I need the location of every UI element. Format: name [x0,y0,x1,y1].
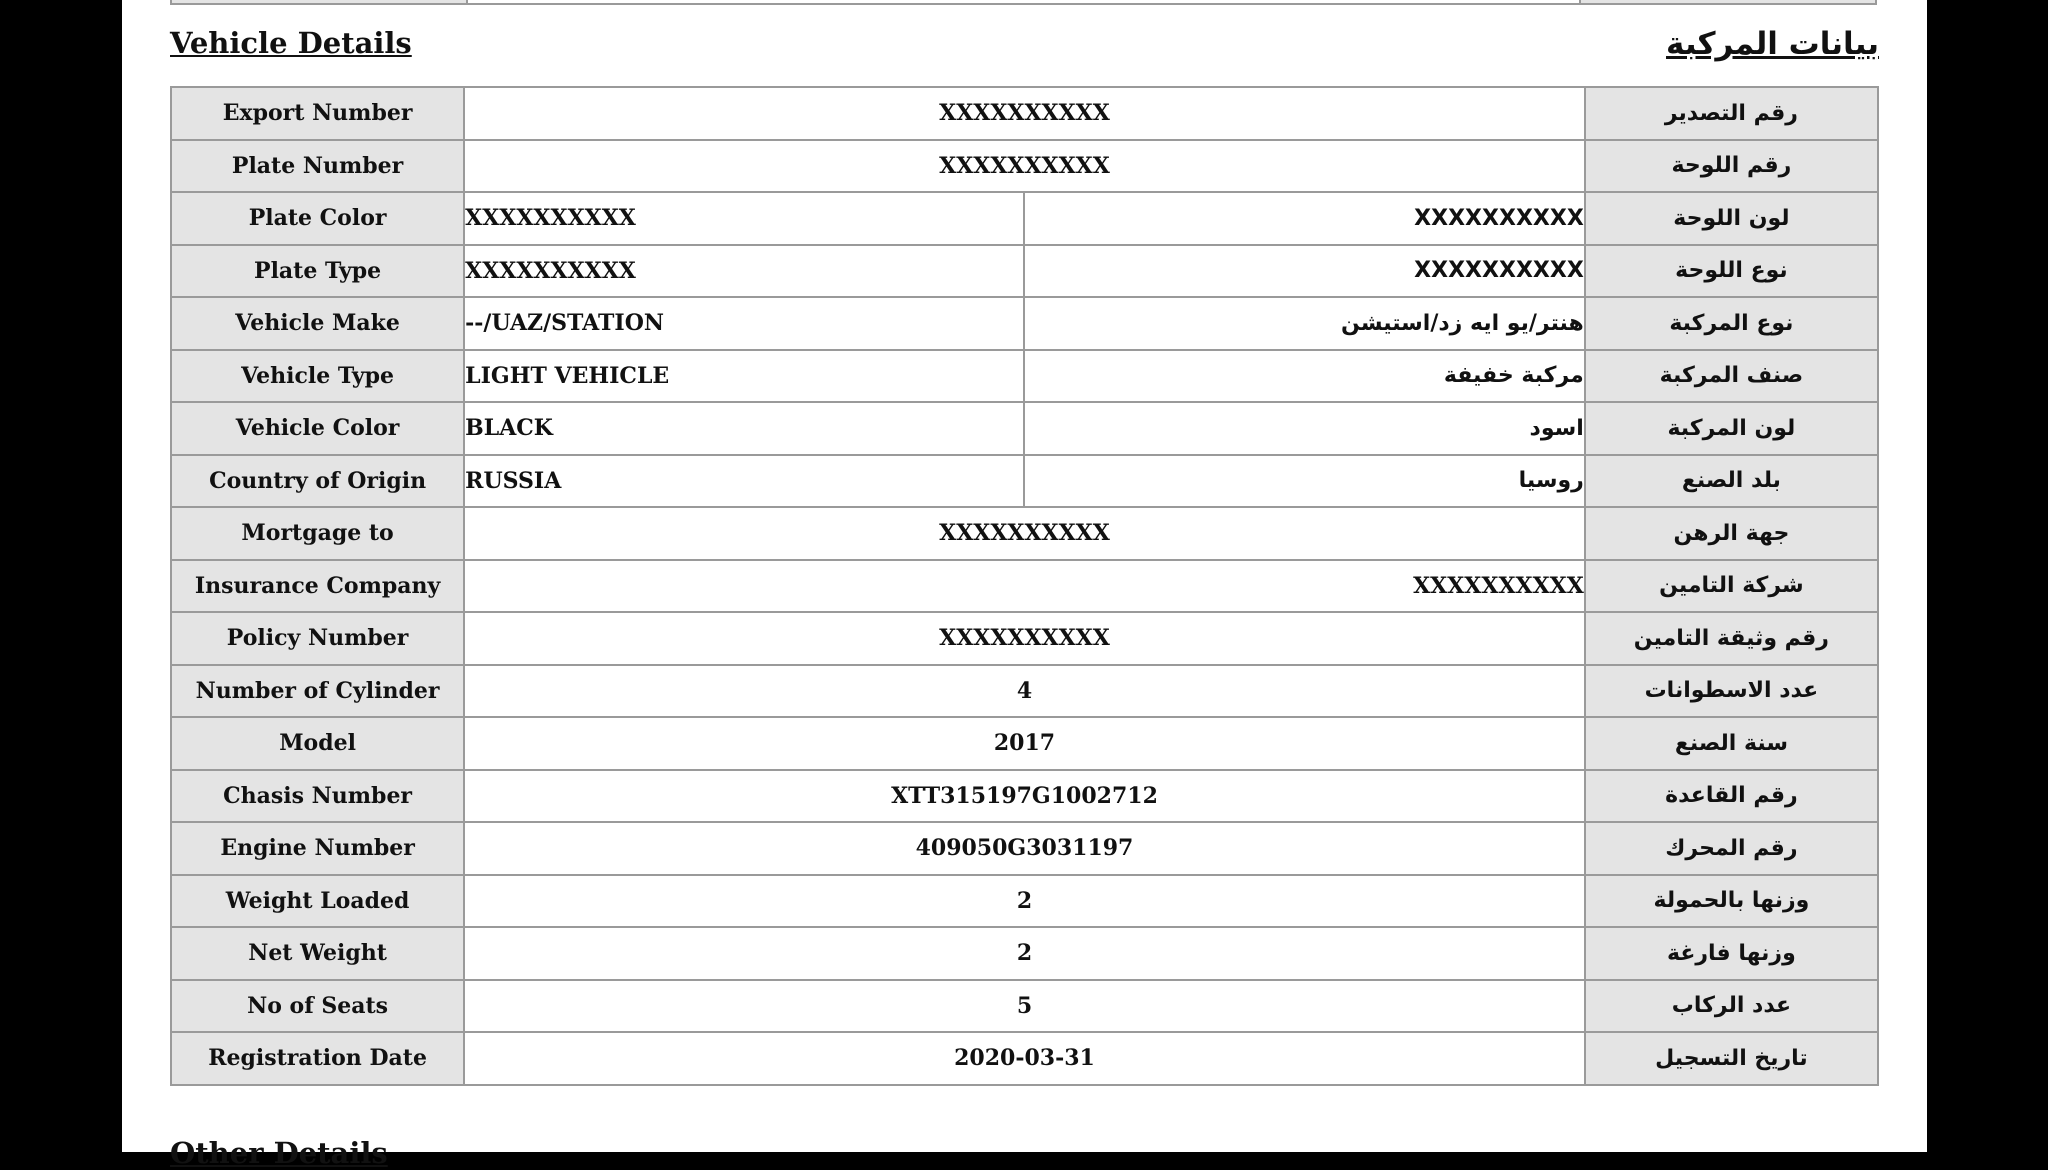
label-vehicle-color-ar: لون المركبة [1585,402,1878,455]
table-row [171,402,1878,455]
previous-table-remnant [170,0,1877,5]
next-section-title-english: Other Details [170,1136,388,1170]
vehicle-details-table [170,86,1879,1086]
value-vehicle-make-en: --/UAZ/STATION [464,297,1024,350]
label-number-of-cylinder: Number of Cylinder [171,665,464,718]
label-export-number-ar: رقم التصدير [1585,87,1878,140]
label-country-of-origin-ar: بلد الصنع [1585,455,1878,508]
label-engine-number: Engine Number [171,822,464,875]
table-row [171,350,1878,403]
value-number-of-cylinder: 4 [464,665,1585,718]
label-net-weight: Net Weight [171,927,464,980]
label-insurance-company-ar: شركة التامين [1585,560,1878,613]
label-number-of-cylinder-ar: عدد الاسطوانات [1585,665,1878,718]
value-mortgage-to: XXXXXXXXXX [464,507,1585,560]
value-vehicle-color-ar: اسود [1024,402,1584,455]
document-page [122,0,1927,1170]
label-chasis-number: Chasis Number [171,770,464,823]
label-weight-loaded-ar: وزنها بالحمولة [1585,875,1878,928]
label-engine-number-ar: رقم المحرك [1585,822,1878,875]
table-row [171,665,1878,718]
value-vehicle-type-en: LIGHT VEHICLE [464,350,1024,403]
value-export-number: XXXXXXXXXX [464,87,1585,140]
value-chasis-number: XTT315197G1002712 [464,770,1585,823]
value-weight-loaded: 2 [464,875,1585,928]
value-no-of-seats: 5 [464,980,1585,1033]
label-vehicle-color: Vehicle Color [171,402,464,455]
value-vehicle-type-ar: مركبة خفيفة [1024,350,1584,403]
value-plate-type-en: XXXXXXXXXX [464,245,1024,298]
section-title-english: Vehicle Details [170,26,412,60]
table-row [171,297,1878,350]
label-vehicle-make: Vehicle Make [171,297,464,350]
label-no-of-seats-ar: عدد الركاب [1585,980,1878,1033]
table-row [171,927,1878,980]
label-model-ar: سنة الصنع [1585,717,1878,770]
value-plate-number: XXXXXXXXXX [464,140,1585,193]
value-model: 2017 [464,717,1585,770]
label-net-weight-ar: وزنها فارغة [1585,927,1878,980]
label-plate-number-ar: رقم اللوحة [1585,140,1878,193]
value-plate-color-ar: XXXXXXXXXX [1024,192,1584,245]
label-insurance-company: Insurance Company [171,560,464,613]
label-policy-number-ar: رقم وثيقة التامين [1585,612,1878,665]
label-vehicle-make-ar: نوع المركبة [1585,297,1878,350]
table-row [171,822,1878,875]
label-plate-type-ar: نوع اللوحة [1585,245,1878,298]
table-row [171,87,1878,140]
label-vehicle-type: Vehicle Type [171,350,464,403]
table-row [171,980,1878,1033]
value-country-of-origin-en: RUSSIA [464,455,1024,508]
value-vehicle-make-ar: هنتر/يو ايه زد/استيشن [1024,297,1584,350]
table-row [171,717,1878,770]
table-row [171,140,1878,193]
table-row [171,770,1878,823]
label-chasis-number-ar: رقم القاعدة [1585,770,1878,823]
table-row [171,192,1878,245]
label-model: Model [171,717,464,770]
value-plate-color-en: XXXXXXXXXX [464,192,1024,245]
table-row [171,245,1878,298]
section-title-arabic: بيانات المركبة [1666,26,1879,62]
value-registration-date: 2020-03-31 [464,1032,1585,1085]
table-row [171,612,1878,665]
value-vehicle-color-en: BLACK [464,402,1024,455]
value-engine-number: 409050G3031197 [464,822,1585,875]
table-row [171,507,1878,560]
label-registration-date: Registration Date [171,1032,464,1085]
label-vehicle-type-ar: صنف المركبة [1585,350,1878,403]
label-plate-color-ar: لون اللوحة [1585,192,1878,245]
label-plate-type: Plate Type [171,245,464,298]
value-insurance-company: XXXXXXXXXX [464,560,1585,613]
value-policy-number: XXXXXXXXXX [464,612,1585,665]
table-row [171,455,1878,508]
label-country-of-origin: Country of Origin [171,455,464,508]
label-weight-loaded: Weight Loaded [171,875,464,928]
label-mortgage-to-ar: جهة الرهن [1585,507,1878,560]
label-no-of-seats: No of Seats [171,980,464,1033]
value-plate-type-ar: XXXXXXXXXX [1024,245,1584,298]
label-plate-number: Plate Number [171,140,464,193]
label-registration-date-ar: تاريخ التسجيل [1585,1032,1878,1085]
label-mortgage-to: Mortgage to [171,507,464,560]
table-row [171,875,1878,928]
table-row [171,560,1878,613]
label-policy-number: Policy Number [171,612,464,665]
table-row [171,1032,1878,1085]
value-net-weight: 2 [464,927,1585,980]
label-export-number: Export Number [171,87,464,140]
value-country-of-origin-ar: روسيا [1024,455,1584,508]
label-plate-color: Plate Color [171,192,464,245]
